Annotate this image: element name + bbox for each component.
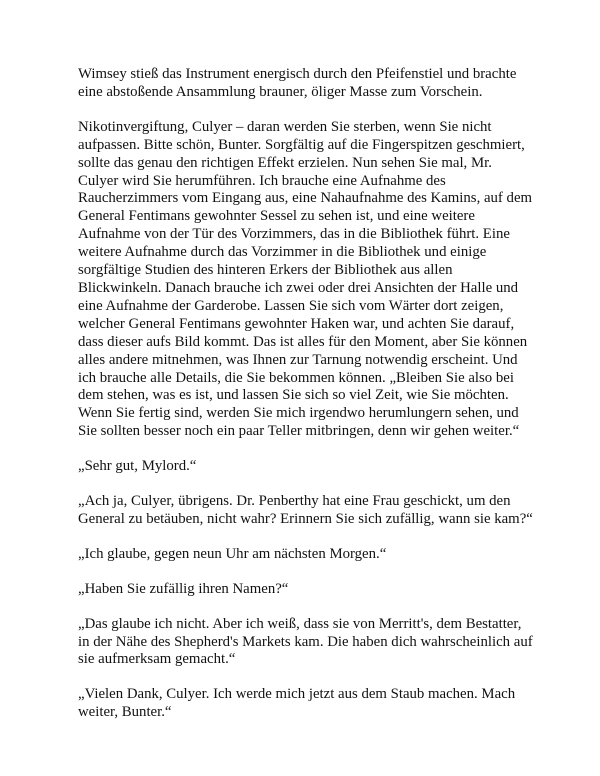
paragraph-3: „Sehr gut, Mylord.“ — [78, 458, 197, 475]
paragraph-2: Nikotinvergiftung, Culyer – daran werden Sie sterben, wenn Sie nicht aufpassen. Bitte schön, Bunter. Sorgfältig auf die Fingerspitzen geschmiert, sollte das genau den richtigen Effekt erzielen. Nun sehen Sie mal, Mr. Culyer wird Sie herumführen. Ich brauche eine Aufnahme des Raucherzimmers vom Eingang aus, eine Nahaufnahme des Kamins, auf dem General Fentimans gewohnter Sessel zu sehen ist, und eine weitere Aufnahme von der Tür des Vorzimmers, das in die Bibliothek führt. Eine weitere Aufnahme durch das Vorzimmer in die Bibliothek und einige sorgfältige Studien des hinteren Erkers der Bibliothek aus allen Blickwinkeln. Danach brauche ich zwei oder drei Ansichten der Halle und eine Aufnahme der Garderobe. Lassen Sie sich vom Wärter dort zeigen, welcher General Fentimans gewohnter Haken war, und achten Sie darauf, dass dieser aufs Bild kommt. Das ist alles für den Moment, aber Sie können alles andere mitnehmen, was Ihnen zur Tarnung notwendig erscheint. Und ich brauche alle Details, die Sie bekommen können. „Bleiben Sie also bei dem stehen, was es ist, und lassen Sie sich so viel Zeit, wie Sie möchten. Wenn Sie fertig sind, werden Sie mich irgendwo herumlungern sehen, und Sie sollten besser noch ein paar Teller mitbringen, denn wir gehen weiter.“ — [78, 118, 533, 440]
paragraph-8: „Vielen Dank, Culyer. Ich werde mich jetzt aus dem Staub machen. Mach weiter, Bunter.“ — [78, 686, 516, 721]
paragraph-7: „Das glaube ich nicht. Aber ich weiß, dass sie von Merritt's, dem Bestatter, in der Nähe des Shepherd's Markets kam. Die haben dich wahrscheinlich auf sie aufmerksam gemacht.“ — [78, 615, 533, 668]
paragraph-4: „Ach ja, Culyer, übrigens. Dr. Penberthy hat eine Frau geschickt, um den General zu betäuben, nicht wahr? Erinnern Sie sich zufällig, wann sie kam?“ — [78, 493, 533, 527]
paragraph-5: „Ich glaube, gegen neun Uhr am nächsten Morgen.“ — [78, 545, 387, 562]
paragraph-1: Wimsey stieß das Instrument energisch durch den Pfeifenstiel und brachte eine abstoßende Ansammlung brauner, öliger Masse zum Vorschein. — [78, 66, 517, 100]
document-page — [78, 66, 533, 722]
paragraph-6: „Haben Sie zufällig ihren Namen?“ — [78, 580, 289, 597]
